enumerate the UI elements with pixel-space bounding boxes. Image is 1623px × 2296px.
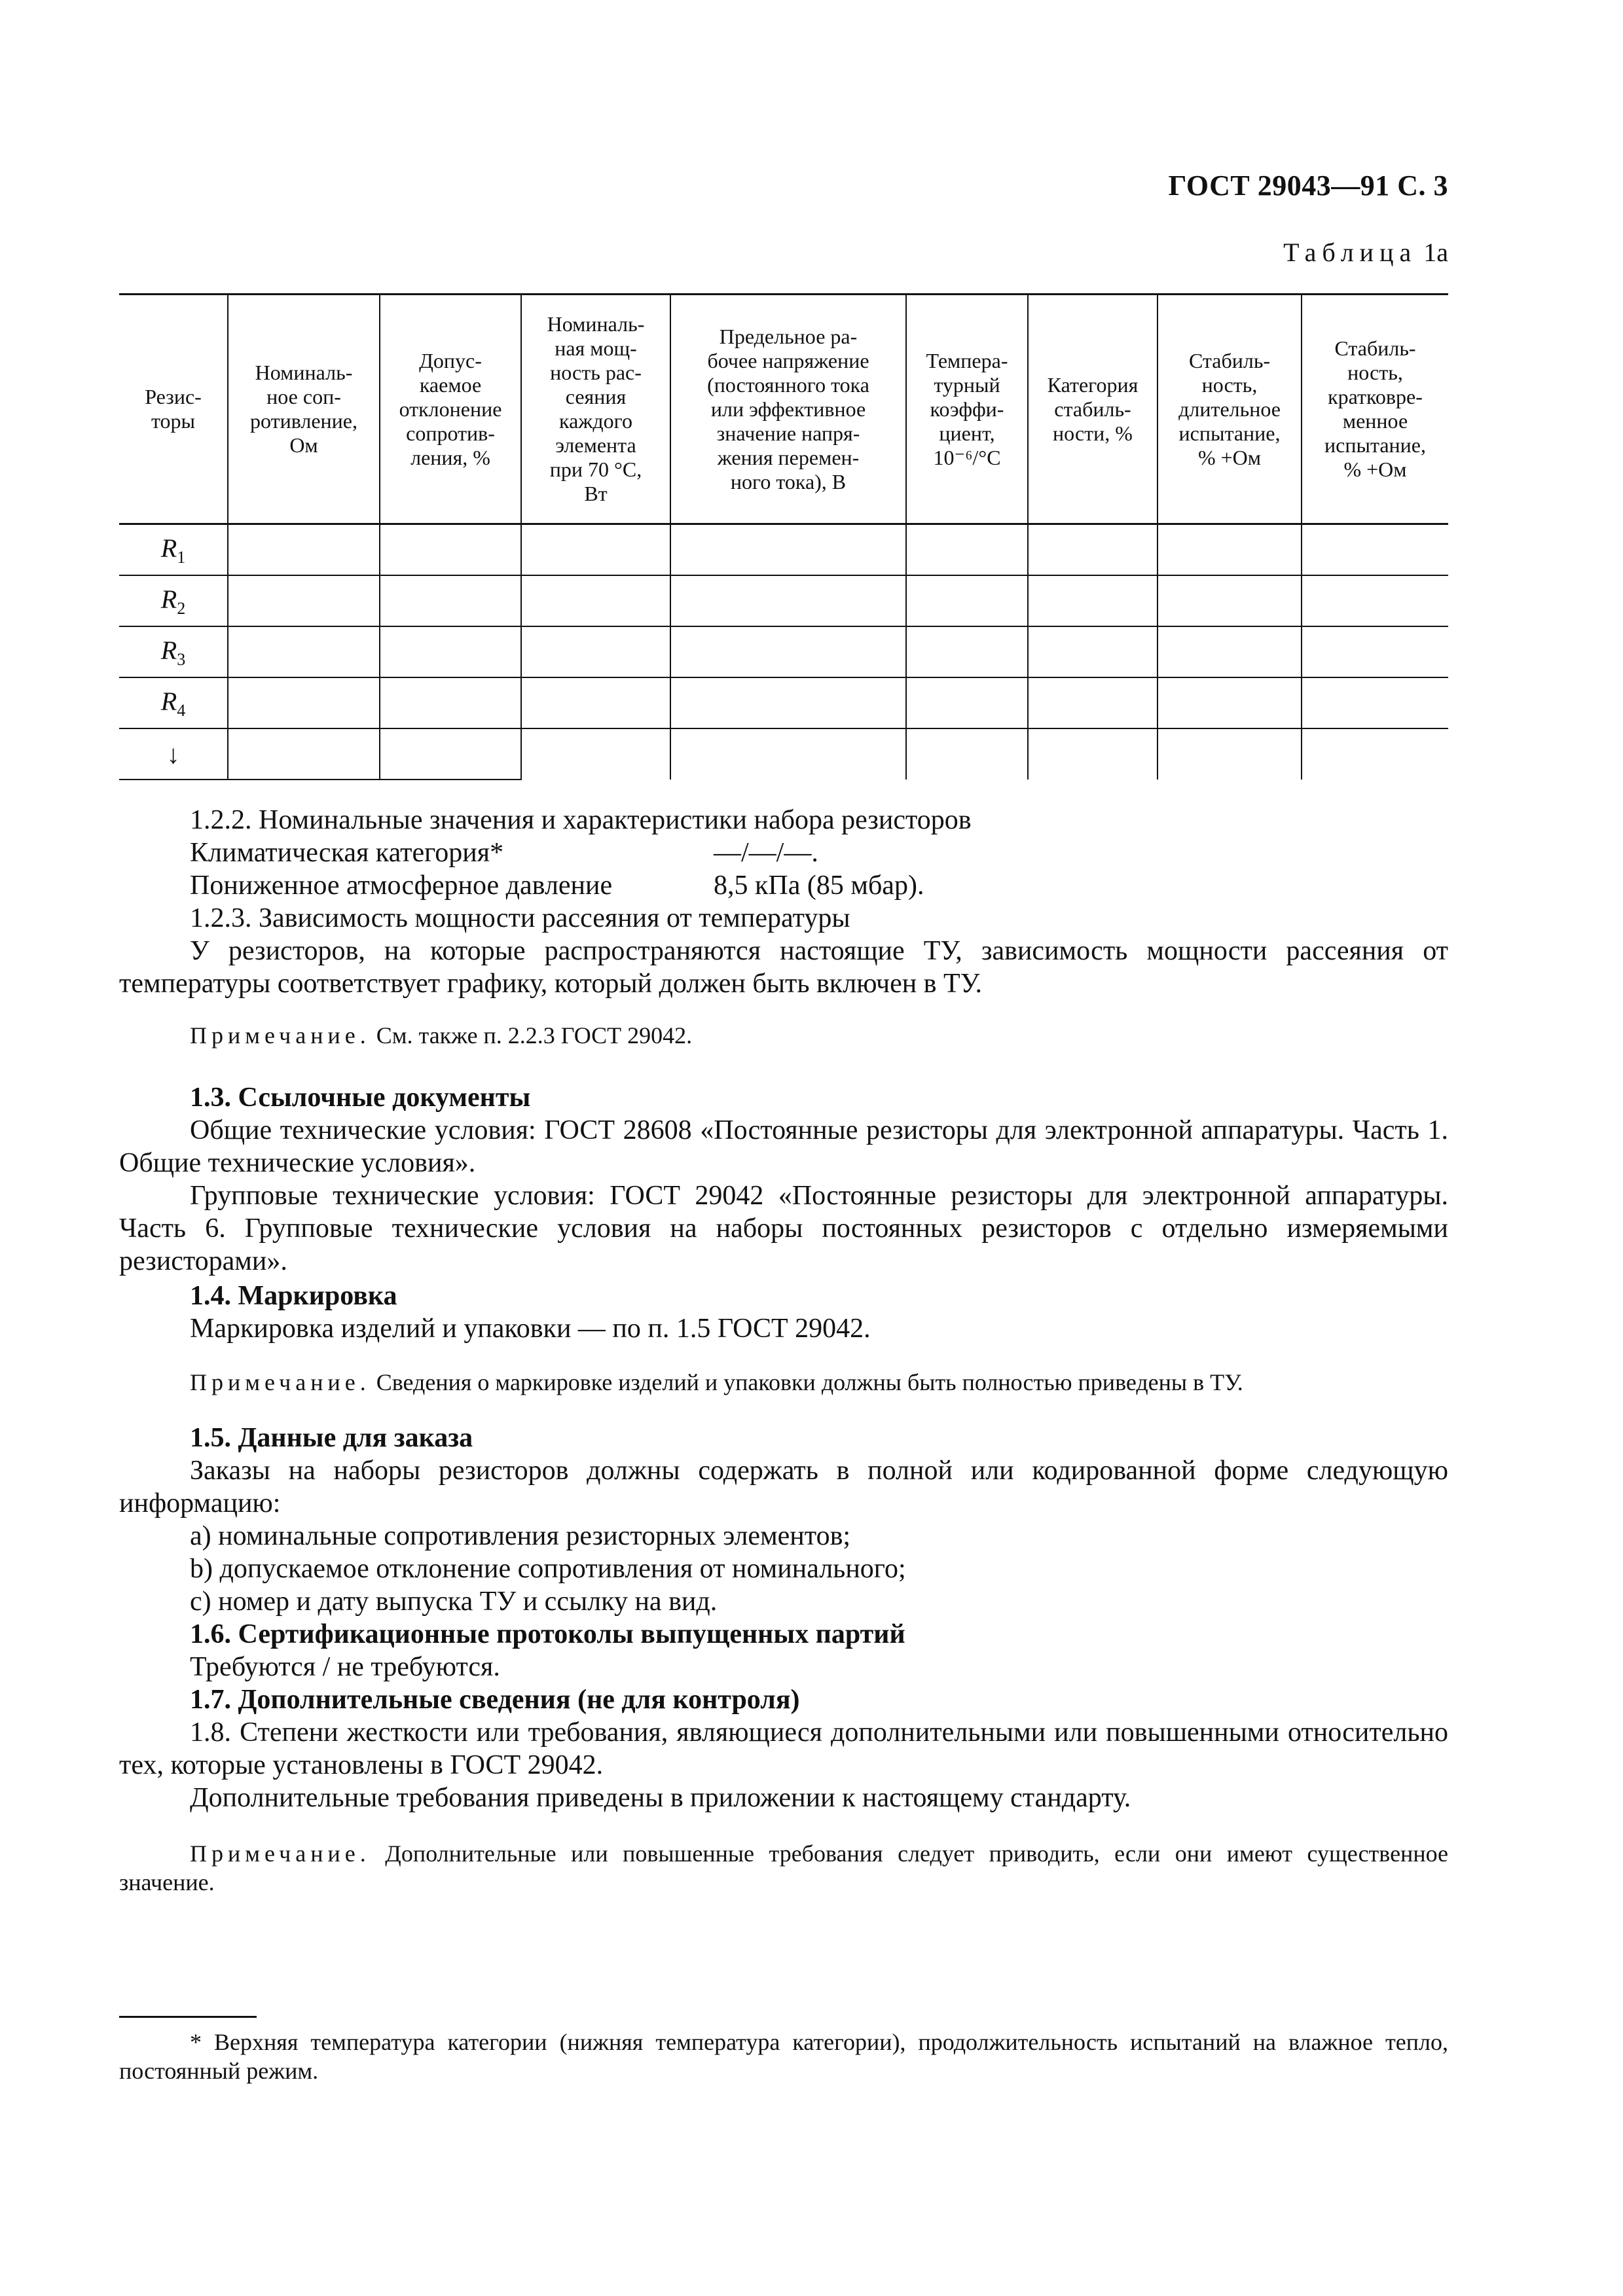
heading-1-5: 1.5. Данные для заказа bbox=[190, 1423, 473, 1453]
section-1-2-2: 1.2.2. Номинальные значения и характеристики набора резисторов bbox=[190, 805, 972, 835]
table-row bbox=[119, 524, 1448, 576]
table-cell bbox=[380, 728, 521, 780]
section-1-2-3-text: У резисторов, на которые распространяются настоящие ТУ, зависимость мощности рассеяния от температуры соответствует графику, который должен быть включен в ТУ. bbox=[119, 936, 1448, 999]
table-cell bbox=[228, 575, 380, 626]
table-caption bbox=[1283, 237, 1448, 268]
list-item-c: с) номер и дату выпуска ТУ и ссылку на вид. bbox=[190, 1587, 718, 1617]
section-1-8-b: Дополнительные требования приведены в приложении к настоящему стандарту. bbox=[190, 1783, 1131, 1813]
list-item-a: а) номинальные сопротивления резисторных элементов; bbox=[190, 1521, 851, 1551]
note-label: Примечание. bbox=[190, 1840, 371, 1867]
column-header: Резис- торы bbox=[119, 295, 228, 524]
table-cell bbox=[1302, 524, 1448, 576]
table-cell bbox=[670, 677, 906, 728]
table-cell bbox=[1028, 524, 1158, 576]
pressure-label: Пониженное атмосферное давление bbox=[190, 870, 613, 901]
row-label bbox=[119, 575, 228, 626]
note-label: Примечание. bbox=[190, 1022, 371, 1049]
note-3 bbox=[119, 1839, 1448, 1897]
section-1-6: Требуются / не требуются. bbox=[190, 1652, 500, 1682]
table-cell bbox=[521, 575, 670, 626]
row-label bbox=[119, 626, 228, 677]
table-cell bbox=[1158, 524, 1302, 576]
pressure-row bbox=[119, 869, 1448, 902]
list-item-b: b) допускаемое отклонение сопротивления от номинального; bbox=[190, 1554, 906, 1584]
table-row bbox=[119, 575, 1448, 626]
column-header: Номиналь- ное соп- ротивление, Ом bbox=[228, 295, 380, 524]
table-cell bbox=[906, 524, 1028, 576]
column-header: Допус- каемое отклонение сопротив- ления, % bbox=[380, 295, 521, 524]
table-cell bbox=[906, 626, 1028, 677]
heading-1-6: 1.6. Сертификационные протоколы выпущенных партий bbox=[190, 1619, 905, 1649]
note-text: Сведения о маркировке изделий и упаковки должны быть полностью приведены в ТУ. bbox=[376, 1369, 1243, 1395]
column-header: Темпера- турный коэффи- циент, 10⁻⁶/°С bbox=[906, 295, 1028, 524]
table-cell bbox=[228, 728, 380, 780]
table-cell bbox=[521, 728, 670, 780]
climate-label: Климатическая категория* bbox=[190, 838, 504, 868]
row-letter: R bbox=[160, 584, 177, 614]
column-header: Номиналь- ная мощ- ность рас- сеяния каждого элемента при 70 °С, Вт bbox=[521, 295, 670, 524]
table-cell bbox=[380, 575, 521, 626]
table-cell bbox=[228, 524, 380, 576]
section-1-4: Маркировка изделий и упаковки — по п. 1.5 ГОСТ 29042. bbox=[190, 1314, 871, 1344]
section-1-5: Заказы на наборы резисторов должны содержать в полной или кодированной форме следующую информацию: bbox=[119, 1456, 1448, 1518]
note-text: См. также п. 2.2.3 ГОСТ 29042. bbox=[376, 1022, 693, 1049]
table-cell bbox=[670, 524, 906, 576]
row-letter: R bbox=[160, 686, 177, 716]
table-row bbox=[119, 728, 1448, 780]
section-1-3-b: Групповые технические условия: ГОСТ 29042 «Постоянные резисторы для электронной аппаратуры. Часть 6. Групповые технические условия на наборы постоянных резисторов с отдельно измеряемыми резисторами». bbox=[119, 1181, 1448, 1276]
column-header: Стабиль- ность, кратковре- менное испытание, % +Ом bbox=[1302, 295, 1448, 524]
column-header: Категория стабиль- ности, % bbox=[1028, 295, 1158, 524]
column-header: Стабиль- ность, длительное испытание, % +Ом bbox=[1158, 295, 1302, 524]
note-label: Примечание. bbox=[190, 1369, 371, 1395]
table-caption-word: Таблица bbox=[1283, 238, 1417, 267]
row-label bbox=[119, 524, 228, 576]
section-1-3-a: Общие технические условия: ГОСТ 28608 «Постоянные резисторы для электронной аппаратуры. Часть 1. Общие технические условия». bbox=[119, 1115, 1448, 1178]
table-cell bbox=[228, 677, 380, 728]
table-cell bbox=[1302, 677, 1448, 728]
table-cell bbox=[380, 626, 521, 677]
table-cell bbox=[906, 677, 1028, 728]
row-letter: R bbox=[160, 533, 177, 563]
row-label bbox=[119, 677, 228, 728]
table-cell bbox=[906, 728, 1028, 780]
page-header: ГОСТ 29043—91 С. 3 bbox=[1168, 170, 1448, 202]
table-cell bbox=[1028, 575, 1158, 626]
row-label bbox=[119, 728, 228, 780]
row-subscript: 3 bbox=[177, 649, 186, 669]
table-cell bbox=[670, 728, 906, 780]
table-caption-number: 1а bbox=[1423, 238, 1448, 267]
climate-row bbox=[119, 836, 1448, 869]
table-cell bbox=[906, 575, 1028, 626]
note-text: Дополнительные или повышенные требования следует приводить, если они имеют существенное значение. bbox=[119, 1840, 1449, 1895]
table-cell bbox=[1158, 575, 1302, 626]
table-row bbox=[119, 626, 1448, 677]
footnote-divider bbox=[119, 2016, 257, 2018]
heading-1-4: 1.4. Маркировка bbox=[190, 1281, 397, 1311]
table-row bbox=[119, 677, 1448, 728]
table-header-row bbox=[119, 295, 1448, 524]
table-cell bbox=[521, 677, 670, 728]
table-cell bbox=[521, 626, 670, 677]
section-1-2-3: 1.2.3. Зависимость мощности рассеяния от температуры bbox=[190, 903, 850, 933]
heading-1-3: 1.3. Ссылочные документы bbox=[190, 1083, 531, 1113]
table-cell bbox=[1302, 575, 1448, 626]
row-subscript: 1 bbox=[177, 547, 186, 567]
climate-value: —/—/—. bbox=[714, 838, 818, 868]
pressure-value: 8,5 кПа (85 мбар). bbox=[714, 870, 924, 901]
table-cell bbox=[228, 626, 380, 677]
table-cell bbox=[1028, 626, 1158, 677]
table-cell bbox=[380, 677, 521, 728]
table-cell bbox=[1158, 728, 1302, 780]
note-2 bbox=[119, 1368, 1448, 1397]
table-cell bbox=[670, 575, 906, 626]
table-cell bbox=[670, 626, 906, 677]
section-1-8: 1.8. Степени жесткости или требования, являющиеся дополнительными или повышенными относительно тех, которые установлены в ГОСТ 29042. bbox=[119, 1717, 1448, 1780]
table-cell bbox=[521, 524, 670, 576]
specs-table bbox=[119, 293, 1448, 780]
row-subscript: 4 bbox=[177, 700, 186, 720]
row-letter: ↓ bbox=[166, 739, 180, 769]
footnote: * Верхняя температура категории (нижняя температура категории), продолжительность испытаний на влажное тепло, постоянный режим. bbox=[119, 2029, 1448, 2084]
note-1 bbox=[119, 1021, 1448, 1050]
table-cell bbox=[380, 524, 521, 576]
column-header: Предельное ра- бочее напряжение (постоянного тока или эффективное значение напря- жения перемен- ного тока), В bbox=[670, 295, 906, 524]
table-cell bbox=[1302, 626, 1448, 677]
row-letter: R bbox=[160, 635, 177, 665]
table-cell bbox=[1028, 677, 1158, 728]
table-cell bbox=[1302, 728, 1448, 780]
heading-1-7: 1.7. Дополнительные сведения (не для контроля) bbox=[190, 1685, 800, 1715]
table-cell bbox=[1158, 626, 1302, 677]
table-cell bbox=[1158, 677, 1302, 728]
row-subscript: 2 bbox=[177, 598, 186, 618]
table-cell bbox=[1028, 728, 1158, 780]
